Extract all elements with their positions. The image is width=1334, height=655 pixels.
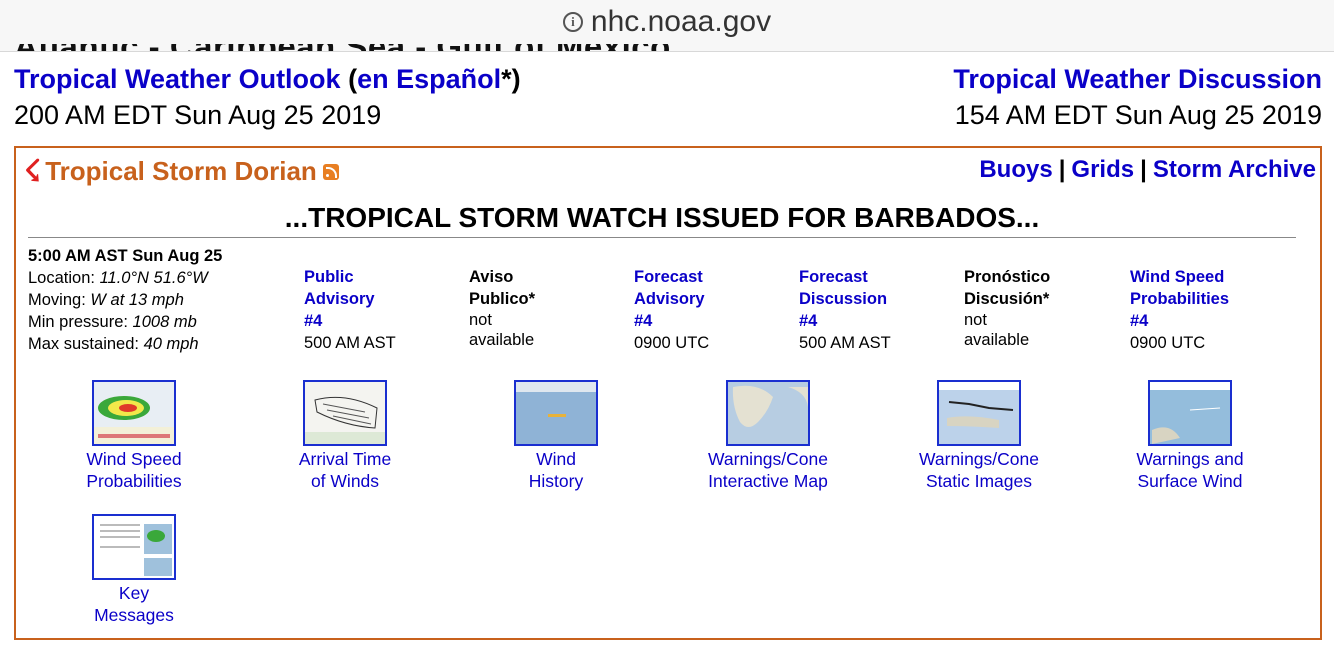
grids-link[interactable]: Grids bbox=[1071, 156, 1135, 183]
public-advisory-link[interactable] bbox=[304, 266, 444, 354]
product-label[interactable]: Wind Speed bbox=[1130, 268, 1225, 286]
surface-wind-map-thumbnail[interactable] bbox=[1148, 380, 1232, 446]
key-messages-thumbnail[interactable] bbox=[92, 514, 176, 580]
graphic-label[interactable]: Wind bbox=[536, 449, 576, 469]
arrival-time-map-thumbnail[interactable] bbox=[303, 380, 387, 446]
browser-address-bar[interactable] bbox=[0, 0, 1334, 52]
wind-history-graphic[interactable] bbox=[466, 380, 646, 492]
graphic-label[interactable]: Warnings/Cone bbox=[919, 449, 1039, 469]
discussion-timestamp: 154 AM EDT Sun Aug 25 2019 bbox=[954, 100, 1322, 130]
pressure-label: Min pressure: bbox=[28, 313, 133, 331]
graphic-label[interactable]: Surface Wind bbox=[1137, 471, 1243, 491]
wind-probability-map-thumbnail[interactable] bbox=[92, 380, 176, 446]
advisory-time: 5:00 AM AST Sun Aug 25 bbox=[28, 247, 223, 265]
product-label[interactable]: Advisory bbox=[634, 290, 705, 308]
graphic-label[interactable]: Warnings and bbox=[1136, 449, 1244, 469]
interactive-map-thumbnail[interactable] bbox=[726, 380, 810, 446]
tropical-weather-discussion-link[interactable]: Tropical Weather Discussion bbox=[953, 64, 1322, 94]
arrival-time-of-winds-graphic[interactable] bbox=[255, 380, 435, 492]
graphic-label[interactable]: Probabilities bbox=[86, 471, 182, 491]
warnings-cone-interactive-map-graphic[interactable] bbox=[678, 380, 858, 492]
forecast-advisory-link[interactable] bbox=[634, 266, 774, 354]
forecast-discussion-link[interactable] bbox=[799, 266, 939, 354]
graphic-label[interactable]: Interactive Map bbox=[708, 471, 828, 491]
product-label[interactable]: Forecast bbox=[634, 268, 703, 286]
location-value: 11.0°N 51.6°W bbox=[99, 269, 208, 287]
storm-name-link[interactable]: Tropical Storm Dorian bbox=[45, 156, 317, 186]
wind-label: Max sustained: bbox=[28, 335, 144, 353]
warnings-cone-static-images-graphic[interactable] bbox=[889, 380, 1069, 492]
product-number[interactable]: #4 bbox=[1130, 312, 1149, 330]
product-status: not bbox=[964, 311, 987, 329]
tropical-storm-icon: ☇ bbox=[24, 155, 42, 188]
tropical-weather-outlook bbox=[14, 64, 521, 95]
moving-value: W at 13 mph bbox=[90, 291, 184, 309]
product-label[interactable]: Discussion bbox=[799, 290, 888, 308]
graphic-label[interactable]: of Winds bbox=[310, 471, 380, 491]
url-display[interactable] bbox=[0, 0, 1334, 44]
wind-row bbox=[28, 333, 222, 355]
pressure-row bbox=[28, 311, 222, 333]
info-icon[interactable]: i bbox=[563, 12, 583, 32]
storm-panel bbox=[14, 146, 1322, 640]
outlook-link[interactable]: Tropical Weather Outlook bbox=[14, 64, 341, 94]
graphic-label[interactable]: Messages bbox=[94, 605, 174, 625]
product-label[interactable]: Public bbox=[304, 268, 354, 286]
product-number[interactable]: #4 bbox=[634, 312, 653, 330]
product-time: 500 AM AST bbox=[304, 334, 396, 352]
graphic-label[interactable]: Key bbox=[118, 583, 150, 603]
storm-title bbox=[24, 154, 339, 189]
product-number[interactable]: #4 bbox=[799, 312, 818, 330]
product-label[interactable]: Forecast bbox=[799, 268, 868, 286]
product-number[interactable]: #4 bbox=[304, 312, 323, 330]
pressure-value: 1008 mb bbox=[132, 313, 197, 331]
rss-icon[interactable] bbox=[323, 164, 339, 180]
graphic-label[interactable]: Warnings/Cone bbox=[708, 449, 828, 469]
moving-label: Moving: bbox=[28, 291, 91, 309]
wind-speed-probabilities-text-link[interactable] bbox=[1130, 266, 1270, 354]
location-row bbox=[28, 267, 222, 289]
outlook-paren-close: *) bbox=[501, 64, 521, 94]
product-time: 500 AM AST bbox=[799, 334, 891, 352]
link-separator: | bbox=[1058, 156, 1066, 183]
location-label: Location: bbox=[28, 269, 100, 287]
link-separator: | bbox=[1140, 156, 1147, 183]
outlook-paren-open: ( bbox=[340, 64, 358, 94]
outlook-timestamp: 200 AM EDT Sun Aug 25 2019 bbox=[14, 100, 382, 130]
moving-row bbox=[28, 289, 222, 311]
product-status: available bbox=[469, 331, 535, 349]
product-time: 0900 UTC bbox=[1130, 334, 1206, 352]
storm-links bbox=[979, 156, 1316, 184]
storm-headline: ...TROPICAL STORM WATCH ISSUED FOR BARBADOS... bbox=[28, 202, 1296, 238]
product-label: Aviso bbox=[469, 268, 514, 286]
graphic-label[interactable]: History bbox=[528, 471, 584, 491]
wind-history-map-thumbnail[interactable] bbox=[514, 380, 598, 446]
pronostico-discusion bbox=[964, 266, 1104, 350]
aviso-publico bbox=[469, 266, 609, 350]
url-text[interactable]: nhc.noaa.gov bbox=[590, 5, 772, 38]
product-label: Publico* bbox=[469, 290, 536, 308]
product-label: Pronóstico bbox=[964, 268, 1051, 286]
wind-value: 40 mph bbox=[143, 335, 199, 353]
product-status: not bbox=[469, 311, 492, 329]
product-label[interactable]: Advisory bbox=[304, 290, 375, 308]
product-label: Discusión* bbox=[964, 290, 1050, 308]
static-cone-map-thumbnail[interactable] bbox=[937, 380, 1021, 446]
graphic-label[interactable]: Static Images bbox=[925, 471, 1033, 491]
graphic-label[interactable]: Arrival Time bbox=[298, 449, 392, 469]
storm-archive-link[interactable]: Storm Archive bbox=[1152, 156, 1316, 183]
wind-speed-probabilities-graphic[interactable] bbox=[44, 380, 224, 492]
buoys-link[interactable]: Buoys bbox=[979, 156, 1053, 183]
product-label[interactable]: Probabilities bbox=[1130, 290, 1230, 308]
key-messages-graphic[interactable] bbox=[44, 514, 224, 626]
storm-stats bbox=[28, 245, 222, 355]
product-time: 0900 UTC bbox=[634, 334, 710, 352]
warnings-surface-wind-graphic[interactable] bbox=[1100, 380, 1280, 492]
product-status: available bbox=[964, 331, 1030, 349]
outlook-spanish-link[interactable]: en Español bbox=[357, 64, 502, 94]
graphic-label[interactable]: Wind Speed bbox=[86, 449, 182, 469]
